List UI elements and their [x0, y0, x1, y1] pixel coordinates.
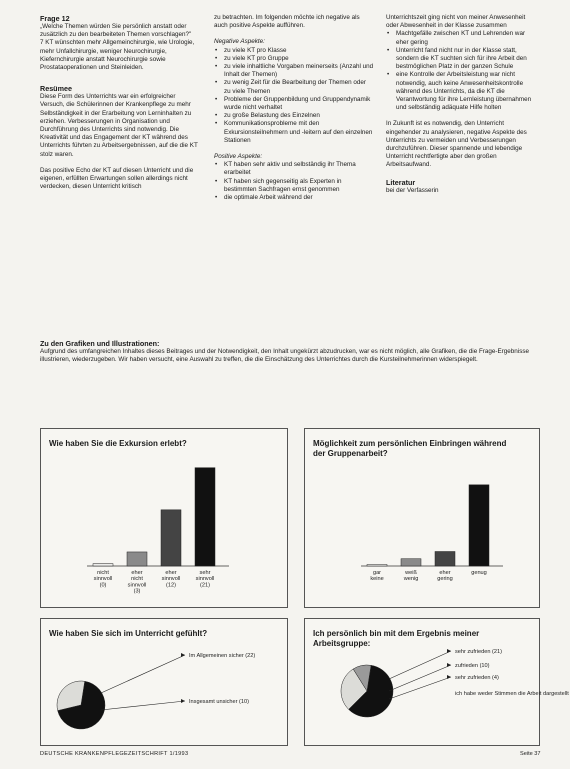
leader-line: [101, 655, 185, 693]
bar-chart-excursion: [41, 429, 287, 607]
arrowhead: [181, 653, 185, 657]
chart-box-result: [304, 618, 569, 746]
bar: [93, 564, 113, 566]
arrowhead: [447, 663, 451, 667]
pie-label: ich habe weder Stimmen die Arbeit dargestellt: [455, 691, 569, 697]
pie-chart-feeling: [41, 619, 287, 745]
arrowhead: [181, 699, 185, 703]
list-item: • Unterricht fand nicht nur in der Klasse statt, sondern die KT suchten sich für ihre Arbeit den bestmöglichen Platz in der ganzen Schule: [386, 47, 536, 72]
literature-text: bei der Verfasserin: [386, 186, 439, 194]
question-heading: Frage 12: [40, 14, 70, 23]
list-item: • zu viele inhaltliche Vorgaben meinerseits (Anzahl und Inhalt der Themen): [214, 63, 374, 79]
resume-heading: Resümee: [40, 84, 72, 94]
column-2-intro: zu betrachten. Im folgenden möchte ich negative als auch positive Aspekte aufführen.: [214, 14, 360, 30]
list-item: • Kommunikationsprobleme mit den Exkursionsteilnehmern und -leitern auf den einzelnen Stationen: [214, 120, 374, 145]
positive-aspects-continued-list: [386, 30, 536, 112]
list-item: • zu große Belastung des Einzelnen: [214, 112, 374, 120]
text-column-3: [386, 14, 536, 195]
chart-title: Wie haben Sie sich im Unterricht gefühlt?: [49, 629, 208, 638]
chart-box-participation: [304, 428, 540, 608]
pie-chart-result: [305, 619, 569, 745]
literature-heading: Literatur: [386, 177, 416, 187]
pie-label: Insgesamt unsicher (10): [189, 699, 250, 705]
bar: [195, 468, 215, 566]
bar: [161, 510, 181, 566]
bar: [127, 552, 147, 566]
list-item: • KT haben sehr aktiv und selbständig ihr Thema erarbeitet: [214, 161, 374, 177]
footer-page-number: Seite 37: [520, 751, 541, 757]
column-3-intro: Unterrichtszeit ging nicht von meiner Anwesenheit oder Abwesenheit in der Klasse zusammen: [386, 14, 526, 30]
chart-title: Ich persönlich bin mit dem Ergebnis meiner Arbeitsgruppe:: [313, 629, 480, 648]
text-column-2: [214, 14, 374, 202]
list-item: • zu viele KT pro Klasse: [214, 47, 374, 55]
arrowhead: [447, 649, 451, 653]
resume-paragraph-1: Diese Form des Unterrichts war ein erfolgreicher Versuch, die Schülerinnen der Krankenpflege zu mehr Selbständigkeit in der Erarbeitung von Lerninhalten zu erziehen. Verbesserungen in Organisation und Durchführung des Unterrichts sind notwendig. Die Kreativität und das Engagement der KT während des Unterrichts führten zu Arbeitsergebnissen, auf die die KT stolz waren.: [40, 93, 198, 158]
leader-line: [389, 651, 451, 679]
arrowhead: [447, 675, 451, 679]
pie-label: sehr zufrieden (4): [455, 675, 499, 681]
list-item: • zu wenig Zeit für die Bearbeitung der Themen oder zu viele Themen: [214, 79, 374, 95]
text-column-1: [40, 14, 200, 191]
bar: [367, 565, 387, 567]
bar-category-label: weiß wenig: [403, 570, 419, 583]
bar: [401, 559, 421, 566]
bar-category-label: eher sinnvoll (12): [161, 570, 181, 589]
leader-line: [101, 701, 185, 710]
positive-aspects-heading: Positive Aspekte:: [214, 153, 263, 161]
bar: [469, 485, 489, 566]
list-item: • die optimale Arbeit während der: [214, 194, 374, 202]
negative-aspects-heading: Negative Aspekte:: [214, 38, 265, 46]
chart-box-feeling: [40, 618, 288, 746]
pie-label: Im Allgemeinen sicher (22): [189, 653, 256, 659]
positive-aspects-list: [214, 161, 374, 202]
bar: [435, 552, 455, 567]
graphics-intro: Aufgrund des umfangreichen Inhaltes dieses Beitrages und der Notwendigkeit, den Inhalt ungekürzt abzudrucken, war es nicht möglich, alle Grafiken, die die Frage-Ergebnisse illustrieren, wiederzugeben. Wir haben versucht, eine Auswahl zu treffen, die die Einschätzung des Unterrichtes durch die Kursteilnehmerinnen widerspiegelt.: [40, 348, 529, 364]
list-item: • KT haben sich gegenseitig als Experten in bestimmten Sachfragen ernst genommen: [214, 178, 374, 194]
pie-label: sehr zufrieden (21): [455, 649, 502, 655]
negative-aspects-list: [214, 47, 374, 145]
list-item: • zu viele KT pro Gruppe: [214, 55, 374, 63]
leader-line: [389, 665, 451, 691]
bar-category-label: sehr sinnvoll (21): [195, 570, 215, 589]
list-item: • eine Kontrolle der Arbeitsleistung war nicht notwendig, auch keine Anwesenheitskontrolle während des Unterrichts, da die KT die Verantwortung für ihre Lernleistung übernahmen und selbständig adäquate Hilfe holten: [386, 71, 536, 112]
bar-category-label: nicht sinnvoll (0): [93, 570, 113, 589]
chart-box-excursion: [40, 428, 288, 608]
bar-category-label: genug: [471, 570, 487, 576]
chart-title: Möglichkeit zum persönlichen Einbringen während der Gruppenarbeit?: [313, 439, 507, 458]
bar-category-label: eher nicht sinnvoll (3): [127, 570, 147, 595]
outlook-paragraph: In Zukunft ist es notwendig, den Unterricht eingehender zu analysieren, negative Aspekte des Unterrichts zu vermeiden und Verbesserungen durchzuführen. Dieser spannende und lebendige Unterricht rechtfertigte aber den großen Arbeitsaufwand.: [386, 120, 527, 169]
pie-label: zufrieden (10): [455, 663, 490, 669]
graphics-heading: Zu den Grafiken und Illustrationen:: [40, 339, 160, 348]
list-item: • Probleme der Gruppenbildung und Gruppendynamik wurde nicht verhaltet: [214, 96, 374, 112]
resume-paragraph-2: Das positive Echo der KT auf diesen Unterricht und die eigenen, erfüllten Erwartungen sollen allerdings nicht verdecken, diesen Unterricht kritisch: [40, 166, 194, 191]
bar-category-label: gar keine: [370, 570, 384, 583]
question-answer: 7 KT wünschten mehr Allgemeinchirurgie, wie Urologie, mehr Unfallchirurgie, weniger Neurochirurgie, Kiefernchirurgie anstatt Neurochirurgie sowie Prostataoperationen und Steinleiden.: [40, 39, 195, 72]
bar-chart-participation: [305, 429, 539, 607]
footer-journal: DEUTSCHE KRANKENPFLEGEZEITSCHRIFT 1/1993: [40, 751, 189, 757]
list-item: • Machtgefälle zwischen KT und Lehrenden war eher gering: [386, 30, 536, 46]
question-text: „Welche Themen würden Sie persönlich anstatt oder zusätzlich zu den bearbeiteten Themen vorschlagen?": [40, 23, 192, 39]
bar-category-label: eher gering: [437, 570, 453, 583]
leader-line: [389, 677, 451, 699]
chart-title: Wie haben Sie die Exkursion erlebt?: [49, 439, 187, 448]
